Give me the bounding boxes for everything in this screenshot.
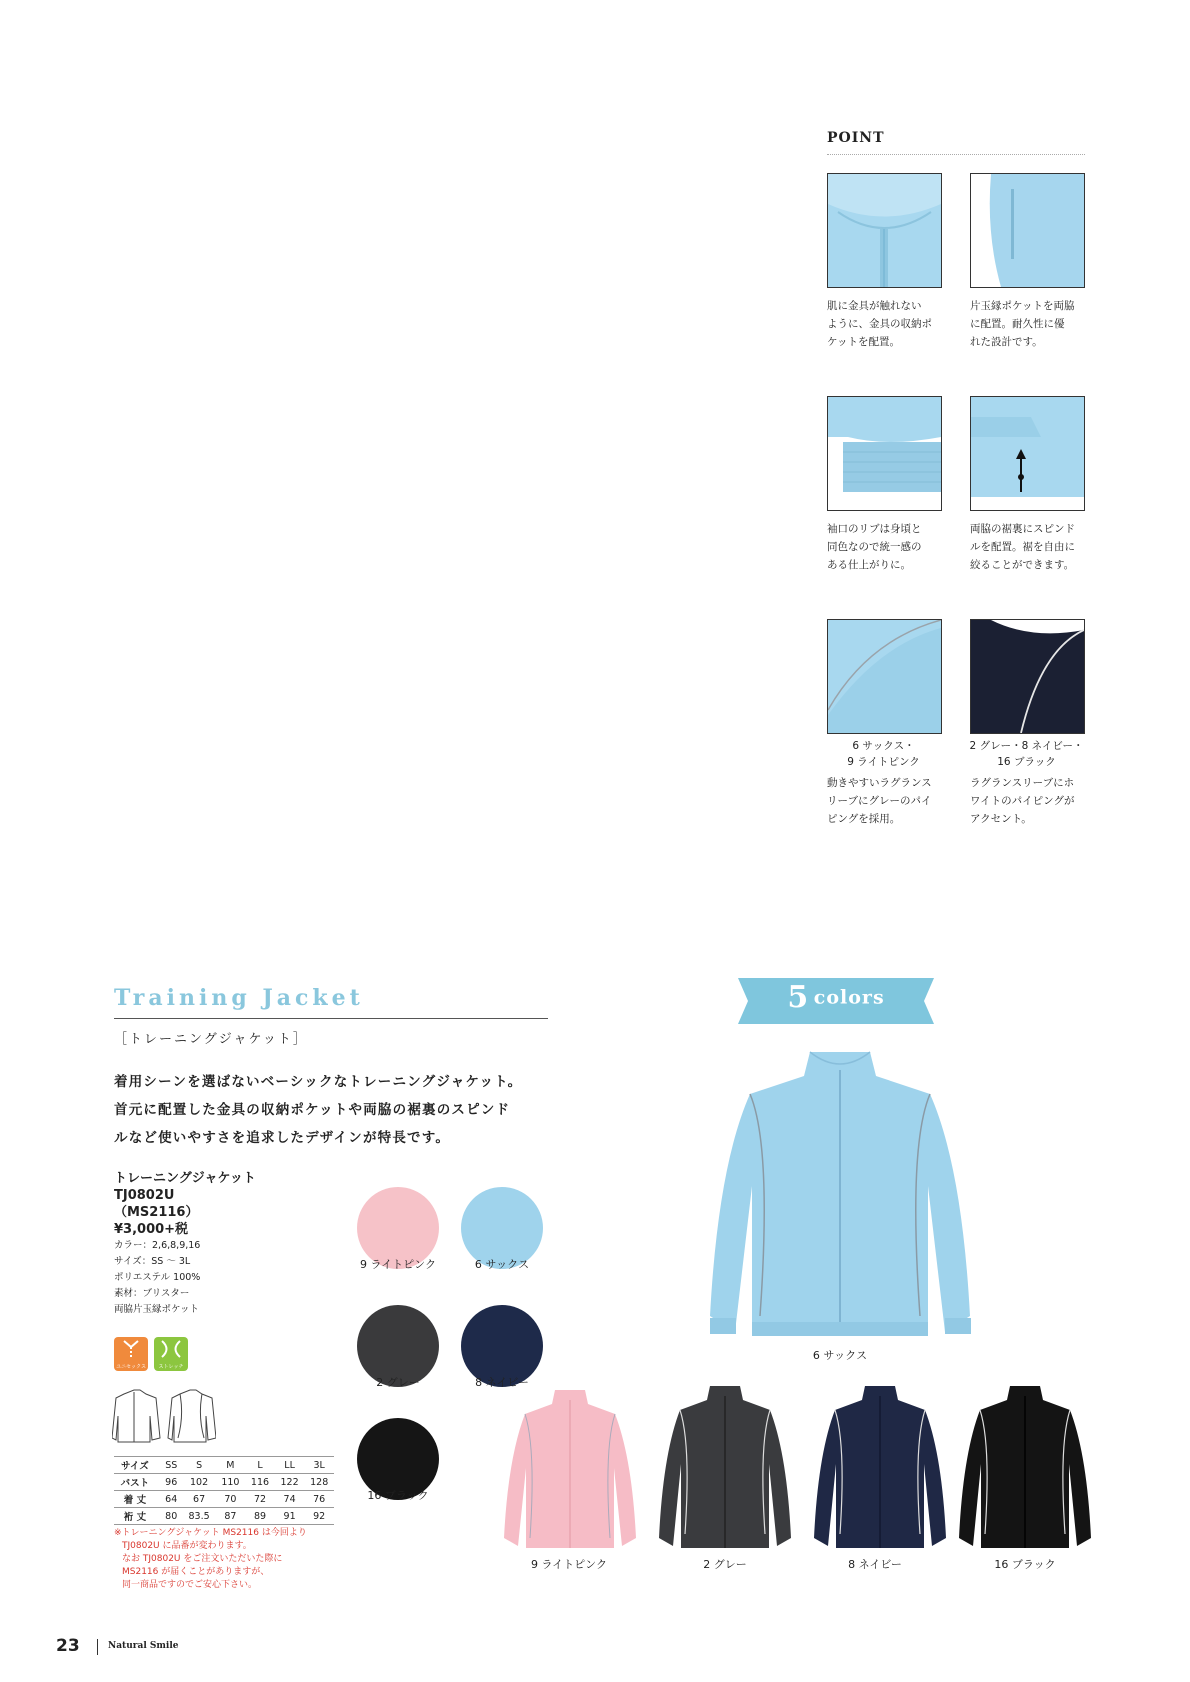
product-title-ja: ［トレーニングジャケット］ [114, 1032, 308, 1047]
swatch-label-light-pink: 9 ライトピンク [360, 1258, 436, 1271]
product-code: TJ0802U [114, 1188, 175, 1203]
colors-word: colors [813, 986, 885, 1009]
product-description: 着用シーンを選ばないベーシックなトレーニングジャケット。 首元に配置した金具の収納ポケットや両脇の裾裏のスピンド ルなど使いやすさを追求したデザインが特長です。 [114, 1074, 523, 1146]
stretch-icon [154, 1337, 188, 1361]
footer-divider [97, 1639, 98, 1655]
unisex-icon [114, 1337, 148, 1361]
point-photo-collar [827, 173, 942, 288]
product-price: ¥3,000+税 [114, 1222, 189, 1237]
jacket-label-light-pink: 9 ライトピンク [531, 1558, 607, 1571]
product-name: トレーニングジャケット [114, 1171, 256, 1186]
point-photo-cuff [827, 396, 942, 511]
jacket-photo-light-pink [500, 1388, 640, 1552]
point-photo-pocket [970, 173, 1085, 288]
point-color-label-1: 6 サックス・ 9 ライトピンク [847, 740, 920, 768]
table-row: バスト 96 102 110 116 122 128 [114, 1474, 334, 1491]
product-old-code: （MS2116） [114, 1205, 199, 1220]
point-caption-3: 袖口のリブは身頃と 同色なので統一感の ある仕上がりに。 [827, 523, 922, 571]
spec-sizes: サイズ：SS ～ 3L [114, 1256, 191, 1267]
swatch-label-gray: 2 グレー [376, 1376, 420, 1389]
product-title-en: Training Jacket [114, 985, 364, 1011]
footer-brand: Natural Smile [108, 1641, 179, 1651]
swatch-label-sax: 6 サックス [474, 1258, 530, 1271]
point-photo-raglan-light [827, 619, 942, 734]
point-caption-1: 肌に金具が触れない ように、金具の収納ポ ケットを配置。 [827, 300, 932, 348]
point-divider [827, 154, 1085, 155]
jacket-photo-navy [810, 1384, 950, 1552]
swatch-label-black: 16 ブラック [367, 1489, 429, 1502]
point-caption-2: 片玉縁ポケットを両脇 に配置。耐久性に優 れた設計です。 [970, 300, 1075, 348]
colors-banner [738, 980, 934, 1024]
table-row: 裄 丈 80 83.5 87 89 91 92 [114, 1508, 334, 1525]
unisex-badge: ユニセックス [114, 1337, 148, 1371]
jacket-photo-gray [655, 1384, 795, 1552]
point-photo-raglan-dark [970, 619, 1085, 734]
colors-count: 5 [787, 980, 809, 1015]
jacket-photo-sax [700, 1046, 980, 1346]
page-number: 23 [56, 1636, 80, 1656]
jacket-flat-sketch [112, 1386, 216, 1446]
product-code-change-note: ※トレーニングジャケット MS2116 は今回より TJ0802U に品番が変わります。 なお TJ0802U をご注文いただいた際に MS2116 が届くことがありますが、 同一商品ですのでご安心下さい。 [114, 1528, 307, 1590]
spec-fabric: ポリエステル 100% [114, 1272, 201, 1283]
spec-pocket: 両脇片玉縁ポケット [114, 1304, 200, 1315]
point-heading: POINT [827, 130, 885, 146]
size-table-header: サイズ SS S M L LL 3L [114, 1457, 334, 1474]
point-photo-spindle [970, 396, 1085, 511]
table-row: 着 丈 64 67 70 72 74 76 [114, 1491, 334, 1508]
jacket-label-navy: 8 ネイビー [848, 1558, 902, 1571]
spec-material: 素材：ブリスター [114, 1288, 190, 1299]
point-color-label-2: 2 グレー・8 ネイビー・ 16 ブラック [969, 740, 1084, 768]
point-caption-5: 動きやすいラグランス リーブにグレーのパイ ピングを採用。 [827, 777, 932, 825]
point-caption-4: 両脇の裾裏にスピンド ルを配置。裾を自由に 絞ることができます。 [970, 523, 1075, 571]
jacket-label-black: 16 ブラック [994, 1558, 1056, 1571]
jacket-label-gray: 2 グレー [703, 1558, 747, 1571]
point-caption-6: ラグランスリーブにホ ワイトのパイピングが アクセント。 [970, 777, 1075, 825]
spec-colors: カラー：2,6,8,9,16 [114, 1240, 201, 1251]
product-spec [114, 1170, 314, 1318]
size-table [114, 1456, 334, 1525]
jacket-photo-black [955, 1384, 1095, 1552]
stretch-badge: ストレッチ [154, 1337, 188, 1371]
jacket-label-sax: 6 サックス [812, 1349, 868, 1362]
swatch-label-navy: 8 ネイビー [475, 1376, 529, 1389]
product-title-rule [114, 1018, 548, 1019]
